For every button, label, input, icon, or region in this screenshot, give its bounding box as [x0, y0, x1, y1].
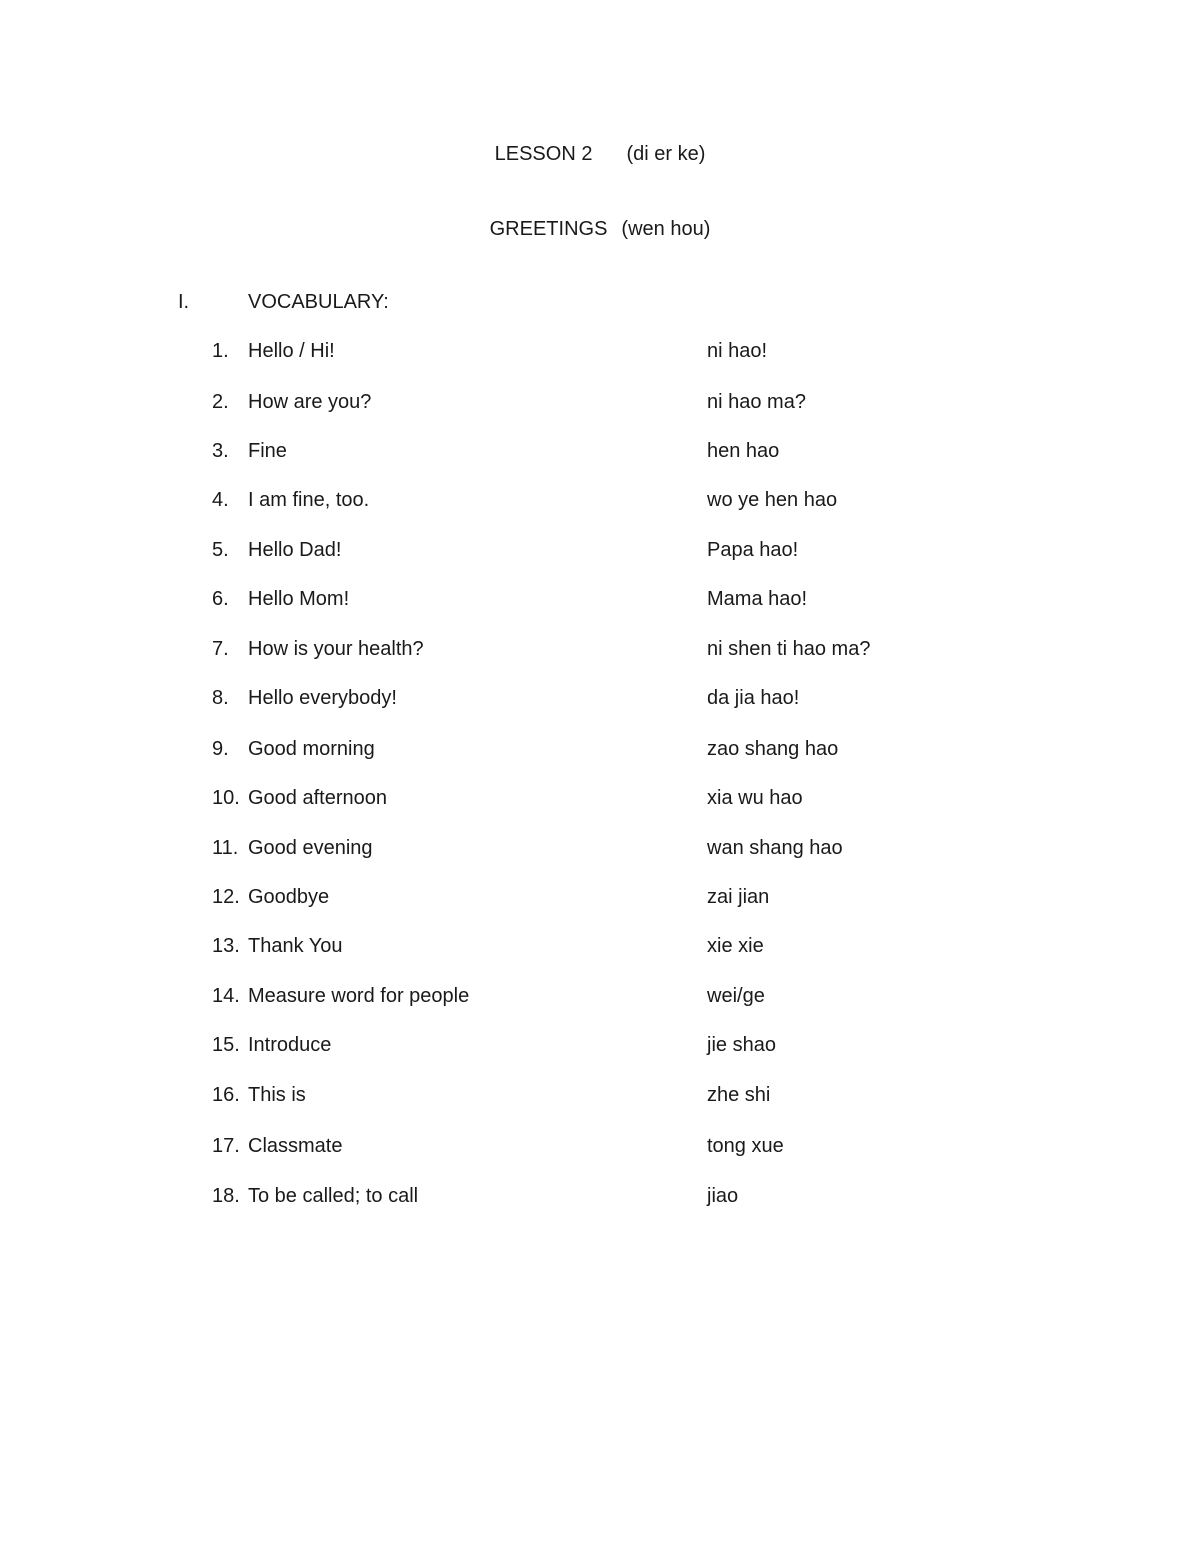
vocab-number: 7. — [212, 638, 229, 660]
vocab-row — [0, 1135, 1200, 1161]
vocab-english: To be called; to call — [248, 1185, 419, 1207]
vocab-number: 16. — [212, 1084, 240, 1106]
vocab-english: Good evening — [248, 837, 373, 859]
vocab-pinyin: ni shen ti hao ma? — [707, 638, 871, 660]
vocab-english: Good morning — [248, 738, 375, 760]
vocab-number: 9. — [212, 738, 229, 760]
vocab-pinyin: Mama hao! — [707, 588, 808, 610]
vocab-row — [0, 787, 1200, 813]
vocab-number: 14. — [212, 985, 240, 1007]
vocab-pinyin: zai jian — [707, 886, 770, 908]
vocab-row — [0, 588, 1200, 614]
vocab-number: 3. — [212, 440, 229, 462]
vocab-row — [0, 638, 1200, 664]
vocab-number: 10. — [212, 787, 240, 809]
vocab-row — [0, 738, 1200, 764]
vocab-english: Hello Dad! — [248, 539, 342, 561]
vocab-english: Good afternoon — [248, 787, 387, 809]
vocab-pinyin: wan shang hao — [707, 837, 843, 859]
vocab-number: 2. — [212, 391, 229, 413]
topic-title: GREETINGS — [489, 218, 608, 240]
vocab-number: 11. — [212, 837, 239, 859]
topic-heading — [0, 218, 1200, 241]
vocab-pinyin: zhe shi — [707, 1084, 771, 1106]
vocab-pinyin: xie xie — [707, 935, 764, 957]
vocab-number: 15. — [212, 1034, 240, 1056]
vocab-row — [0, 489, 1200, 515]
vocab-english: Thank You — [248, 935, 343, 957]
section-number: I. — [178, 291, 190, 313]
vocab-english: Introduce — [248, 1034, 332, 1056]
vocab-pinyin: jie shao — [707, 1034, 776, 1056]
vocab-english: Hello / Hi! — [248, 340, 335, 362]
vocab-english: Hello everybody! — [248, 687, 397, 709]
vocab-row — [0, 391, 1200, 417]
vocab-english: How are you? — [248, 391, 372, 413]
vocab-pinyin: wo ye hen hao — [707, 489, 838, 511]
vocab-row — [0, 539, 1200, 565]
vocab-pinyin: ni hao! — [707, 340, 768, 362]
vocab-number: 12. — [212, 886, 240, 908]
vocab-pinyin: jiao — [707, 1185, 739, 1207]
vocab-english: Classmate — [248, 1135, 343, 1157]
vocab-english: I am fine, too. — [248, 489, 370, 511]
vocab-row — [0, 1185, 1200, 1211]
vocab-pinyin: xia wu hao — [707, 787, 803, 809]
vocab-row — [0, 1034, 1200, 1060]
lesson-pinyin: (di er ke) — [626, 143, 706, 165]
vocab-number: 5. — [212, 539, 229, 561]
vocab-row — [0, 985, 1200, 1011]
section-title: VOCABULARY: — [248, 291, 389, 313]
vocab-row — [0, 935, 1200, 961]
vocab-row — [0, 340, 1200, 366]
vocab-number: 4. — [212, 489, 229, 511]
vocab-english: Hello Mom! — [248, 588, 350, 610]
lesson-title: LESSON 2 — [494, 143, 593, 165]
vocab-pinyin: hen hao — [707, 440, 780, 462]
vocab-pinyin: tong xue — [707, 1135, 784, 1157]
vocab-number: 8. — [212, 687, 229, 709]
vocab-pinyin: wei/ge — [707, 985, 765, 1007]
vocab-english: Fine — [248, 440, 287, 462]
vocab-row — [0, 837, 1200, 863]
vocab-pinyin: da jia hao! — [707, 687, 800, 709]
vocab-english: How is your health? — [248, 638, 424, 660]
vocab-row — [0, 440, 1200, 466]
vocab-pinyin: zao shang hao — [707, 738, 839, 760]
topic-pinyin: (wen hou) — [621, 218, 711, 240]
vocab-number: 1. — [212, 340, 229, 362]
vocab-english: This is — [248, 1084, 306, 1106]
vocab-english: Measure word for people — [248, 985, 470, 1007]
vocab-number: 6. — [212, 588, 229, 610]
vocab-row — [0, 886, 1200, 912]
vocab-row — [0, 687, 1200, 713]
vocab-english: Goodbye — [248, 886, 330, 908]
vocab-row — [0, 1084, 1200, 1110]
vocab-number: 17. — [212, 1135, 240, 1157]
lesson-heading — [0, 143, 1200, 166]
vocab-pinyin: Papa hao! — [707, 539, 799, 561]
vocab-number: 13. — [212, 935, 240, 957]
vocab-number: 18. — [212, 1185, 240, 1207]
vocab-pinyin: ni hao ma? — [707, 391, 806, 413]
